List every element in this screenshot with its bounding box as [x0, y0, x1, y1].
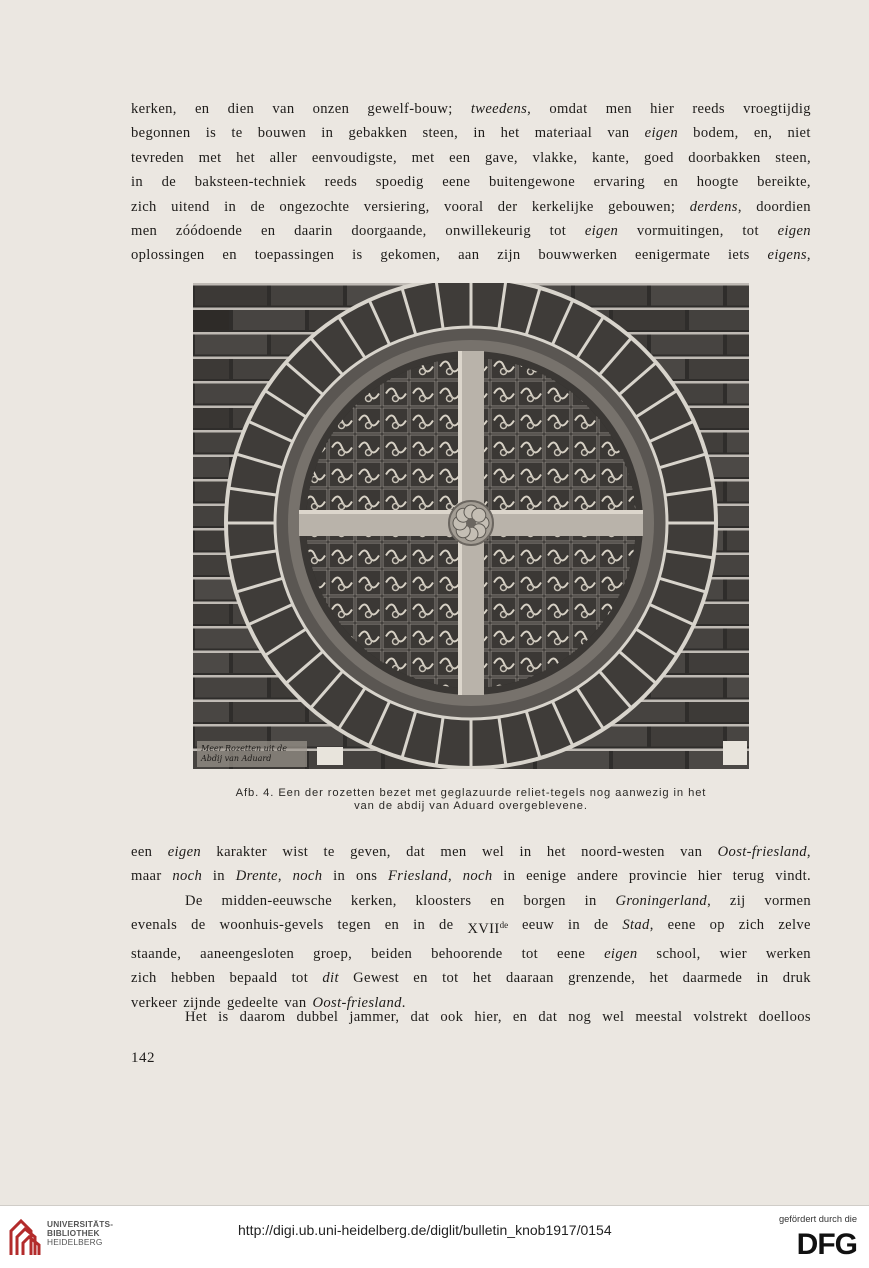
word: wel [481, 844, 505, 860]
word: vindt. [775, 868, 811, 885]
brick [727, 334, 749, 355]
text-line [131, 942, 811, 966]
word: kerken, [131, 101, 177, 117]
word: een [449, 149, 471, 166]
word: zóódoende [175, 223, 243, 240]
library-line-3: HEIDELBERG [47, 1237, 103, 1248]
word: bouwen [257, 125, 307, 142]
word: aan [458, 247, 480, 264]
word: Oost-friesland, [717, 844, 811, 860]
text-line [131, 864, 811, 888]
brick [689, 702, 749, 723]
word: jammer, [349, 1009, 400, 1025]
word: verkeer [131, 994, 178, 1011]
figure-rose-window [193, 283, 749, 769]
word: toepassingen [254, 247, 335, 264]
word: groep, [313, 945, 353, 962]
word: omdat [549, 101, 588, 117]
word: eene [442, 174, 471, 191]
brick [195, 334, 267, 355]
word: vlakke, [532, 149, 578, 166]
brick [651, 726, 723, 747]
word: het [546, 844, 566, 860]
brick [233, 310, 305, 331]
rosette-center [466, 518, 476, 528]
brick [689, 359, 749, 380]
word: daaraan [505, 970, 554, 987]
word: eenigermate [635, 247, 711, 264]
word: het [649, 970, 669, 987]
word: eeuw [521, 917, 555, 934]
word: kerken, [350, 893, 397, 909]
word: hier [697, 868, 722, 885]
word: versiering, [363, 198, 430, 215]
text-line [131, 1005, 811, 1029]
text-line [131, 889, 811, 913]
word: zich [131, 198, 157, 215]
word: vroegtijdig [743, 101, 811, 117]
word: wel [602, 1009, 625, 1025]
word: is [352, 247, 363, 264]
word: eene [557, 945, 586, 962]
paragraph-2 [131, 840, 811, 889]
word: en, [753, 125, 773, 142]
handwritten-label: Meer Rozetten uit de [201, 744, 287, 753]
text-line [131, 219, 811, 243]
word: onwillekeurig [445, 223, 531, 240]
word: XVIIde [467, 920, 509, 938]
word: eigen [167, 844, 202, 860]
paragraph-3 [131, 889, 811, 1015]
word: hoogte [696, 174, 739, 191]
brick [727, 481, 749, 502]
word: hebben [171, 970, 216, 987]
word: in [473, 125, 486, 142]
word: tevreden [131, 149, 185, 166]
word: werken [765, 945, 811, 962]
word: vormuitingen, [636, 223, 724, 240]
word: en [384, 917, 400, 934]
brick [195, 285, 267, 306]
word: tot [442, 970, 459, 987]
word: kloosters [415, 893, 472, 909]
word: grenzende, [568, 970, 636, 987]
word: nog [568, 1009, 592, 1025]
word: der [497, 198, 518, 215]
word: onzen [312, 101, 350, 117]
word: eene [667, 917, 696, 934]
paragraph-4 [131, 1005, 811, 1029]
text-line [131, 966, 811, 990]
word: baksteen-techniek [194, 174, 307, 191]
word: evenals [131, 917, 178, 934]
word: woonhuis-gevels [219, 917, 324, 934]
word: op [709, 917, 725, 934]
word: andere [577, 868, 619, 885]
word: in [212, 868, 225, 885]
word: ongezochte [279, 198, 350, 215]
word: het [500, 125, 520, 142]
caption-line-1: Afb. 4. Een der rozetten bezet met geglazuurde reliet-tegels nog aanwezig in het [235, 787, 707, 799]
brick [193, 555, 229, 576]
word: daarom [239, 1009, 286, 1025]
figure-caption [131, 787, 811, 813]
library-line-1: UNIVERSITÄTS- [47, 1219, 114, 1229]
word: noord-westen [581, 844, 665, 860]
word: dien [227, 101, 255, 117]
word: in [584, 893, 597, 909]
word: eigen [604, 945, 638, 962]
dfg-logo: DFG [796, 1228, 857, 1261]
word: men [605, 101, 632, 117]
word: men [131, 223, 158, 240]
brick [651, 334, 723, 355]
word: eenvoudigste, [311, 149, 398, 166]
word: oplossingen [131, 247, 205, 264]
brick [195, 677, 267, 698]
brick [193, 310, 229, 331]
word: tweedens, [470, 101, 532, 117]
word: en [490, 893, 505, 909]
word: beiden [371, 945, 413, 962]
brick [727, 677, 749, 698]
word: kante, [592, 149, 630, 166]
word: zich [738, 917, 765, 934]
word: Het [185, 1009, 208, 1025]
word: dat [410, 1009, 430, 1025]
word: uitend [171, 198, 210, 215]
word: is [205, 125, 217, 142]
word: aller [269, 149, 298, 166]
word: spoedig [375, 174, 424, 191]
word: men [440, 844, 467, 860]
word: in [503, 868, 516, 885]
university-library-name [47, 1220, 113, 1248]
text-line [131, 170, 811, 194]
text-line [131, 840, 811, 864]
word: tegen [337, 917, 371, 934]
brick [727, 579, 749, 600]
brick [689, 408, 749, 429]
word: doorbakken [688, 149, 761, 166]
word: noch [292, 868, 323, 885]
word: van [284, 994, 307, 1011]
word: van [680, 844, 703, 860]
caption-line-2: van de abdij van Aduard overgeblevene. [354, 800, 588, 812]
brick [193, 702, 229, 723]
word: ons [355, 868, 378, 885]
white-card-left [317, 747, 343, 765]
word: ervaring [593, 174, 646, 191]
word: dubbel [296, 1009, 339, 1025]
word: druk [782, 970, 811, 987]
word: bodem, [693, 125, 739, 142]
word: met [198, 149, 222, 166]
brick [193, 457, 229, 478]
word: in [224, 198, 237, 215]
text-line [131, 146, 811, 170]
word: Gewest [353, 970, 400, 987]
word: noch [462, 868, 493, 885]
word: en [222, 247, 237, 264]
word: steen, [422, 125, 459, 142]
brick [689, 310, 749, 331]
brick [727, 628, 749, 649]
brick [193, 408, 229, 429]
brick [727, 432, 749, 453]
word: Drente, [235, 868, 282, 885]
word: de [593, 917, 609, 934]
word: en [260, 223, 276, 240]
word: Oost-friesland. [312, 994, 406, 1011]
brick [195, 383, 267, 404]
word: eigens, [767, 247, 811, 264]
word: de [439, 917, 454, 934]
word: gekomen, [380, 247, 441, 264]
word: bouwwerken [538, 247, 618, 264]
word: en [194, 101, 210, 117]
brick [727, 383, 749, 404]
brick [233, 702, 305, 723]
word: eigen [584, 223, 619, 240]
word: dat [538, 1009, 558, 1025]
word: van [272, 101, 295, 117]
word: in [413, 917, 426, 934]
word: steen, [775, 149, 811, 166]
brick [651, 285, 723, 306]
word: begonnen [131, 125, 191, 142]
word: behoorende [431, 945, 503, 962]
text-line [131, 913, 811, 941]
word: zich [131, 970, 157, 987]
word: het [236, 149, 255, 166]
word: meestal [635, 1009, 683, 1025]
word: midden-eeuwsche [221, 893, 333, 909]
word: niet [787, 125, 811, 142]
university-library-logo-icon [9, 1217, 41, 1257]
word: reeds [324, 174, 358, 191]
word: gebouwen; [608, 198, 676, 215]
word: daarin [294, 223, 333, 240]
word: een [131, 844, 153, 860]
word: zijn [497, 247, 521, 264]
word: de [191, 917, 206, 934]
word: zijnde [183, 994, 221, 1011]
paragraph-1 [131, 97, 811, 268]
word: gedeelte [226, 994, 279, 1011]
word: Friesland, [388, 868, 452, 885]
word: doelloos [758, 1009, 811, 1025]
word: De [185, 893, 203, 909]
word: aaneengesloten [200, 945, 295, 962]
word: in [333, 868, 346, 885]
word: Groningerland, [615, 893, 712, 909]
word: doorgaande, [351, 223, 427, 240]
word: in [321, 125, 334, 142]
word: wier [719, 945, 747, 962]
rose-window-image [193, 283, 749, 769]
word: dat [406, 844, 425, 860]
word: daarmede [682, 970, 743, 987]
funding-text: gefördert durch die [778, 1214, 857, 1224]
word: te [323, 844, 335, 860]
word: de [250, 198, 266, 215]
brick [727, 285, 749, 306]
word: tot [291, 970, 309, 987]
word: in [131, 174, 144, 191]
word: noch [172, 868, 203, 885]
word: maar [131, 868, 162, 885]
word: volstrekt [693, 1009, 748, 1025]
word: school, [656, 945, 701, 962]
word: karakter [216, 844, 268, 860]
word: eenige [526, 868, 567, 885]
word: terug [732, 868, 765, 885]
word: de [161, 174, 177, 191]
word: zij [729, 893, 746, 909]
brick [689, 653, 749, 674]
word: en [663, 174, 679, 191]
brick [193, 506, 229, 527]
brick [193, 604, 229, 625]
word: bereikte, [757, 174, 811, 191]
word: staande, [131, 945, 182, 962]
brick [727, 530, 749, 551]
word: kerkelijke [531, 198, 594, 215]
word: het [472, 970, 492, 987]
word: zelve [778, 917, 811, 934]
word: buitengewone [488, 174, 576, 191]
word: in [756, 970, 769, 987]
brick [271, 285, 343, 306]
word: iets [728, 247, 750, 264]
text-line [131, 195, 811, 219]
word: vooral [444, 198, 484, 215]
word: tot [521, 945, 539, 962]
brick [651, 677, 723, 698]
word: wist [282, 844, 309, 860]
word: is [218, 1009, 229, 1025]
word: provincie [628, 868, 688, 885]
word: te [231, 125, 243, 142]
word: vormen [764, 893, 811, 909]
word: van [607, 125, 630, 142]
text-line [131, 97, 811, 121]
word: geven, [350, 844, 391, 860]
word: tot [742, 223, 759, 240]
brick [613, 310, 685, 331]
white-card-right [723, 741, 747, 765]
word: hier [650, 101, 675, 117]
source-url-link[interactable]: http://digi.ub.uni-heidelberg.de/diglit/bulletin_knob1917/0154 [238, 1222, 612, 1238]
handwritten-label: Abdij van Aduard [201, 754, 272, 763]
word: goed [643, 149, 674, 166]
library-line-2: BIBLIOTHEK [47, 1228, 100, 1239]
word: borgen [523, 893, 566, 909]
word: bepaald [229, 970, 278, 987]
word: gewelf-bouw; [367, 101, 453, 117]
page-number: 142 [131, 1050, 155, 1066]
word: in [568, 917, 581, 934]
word: doordien [756, 198, 811, 215]
word: materiaal [534, 125, 593, 142]
word: en [413, 970, 428, 987]
word: ook [440, 1009, 464, 1025]
brick [575, 285, 647, 306]
brick [613, 751, 685, 770]
text-line [131, 243, 811, 267]
word: hier, [474, 1009, 502, 1025]
word: gave, [484, 149, 518, 166]
text-line [131, 121, 811, 145]
word: reeds [692, 101, 725, 117]
word: met [411, 149, 435, 166]
word: tot [549, 223, 567, 240]
word: in [519, 844, 532, 860]
word: dit [322, 970, 339, 987]
brick [193, 653, 229, 674]
word: Stad, [622, 917, 654, 934]
footer-bar [0, 1205, 869, 1268]
word: eigen [644, 125, 678, 142]
word: en [512, 1009, 528, 1025]
word: gebakken [348, 125, 408, 142]
word: derdens, [689, 198, 742, 215]
brick [193, 359, 229, 380]
word: eigen [777, 223, 811, 240]
